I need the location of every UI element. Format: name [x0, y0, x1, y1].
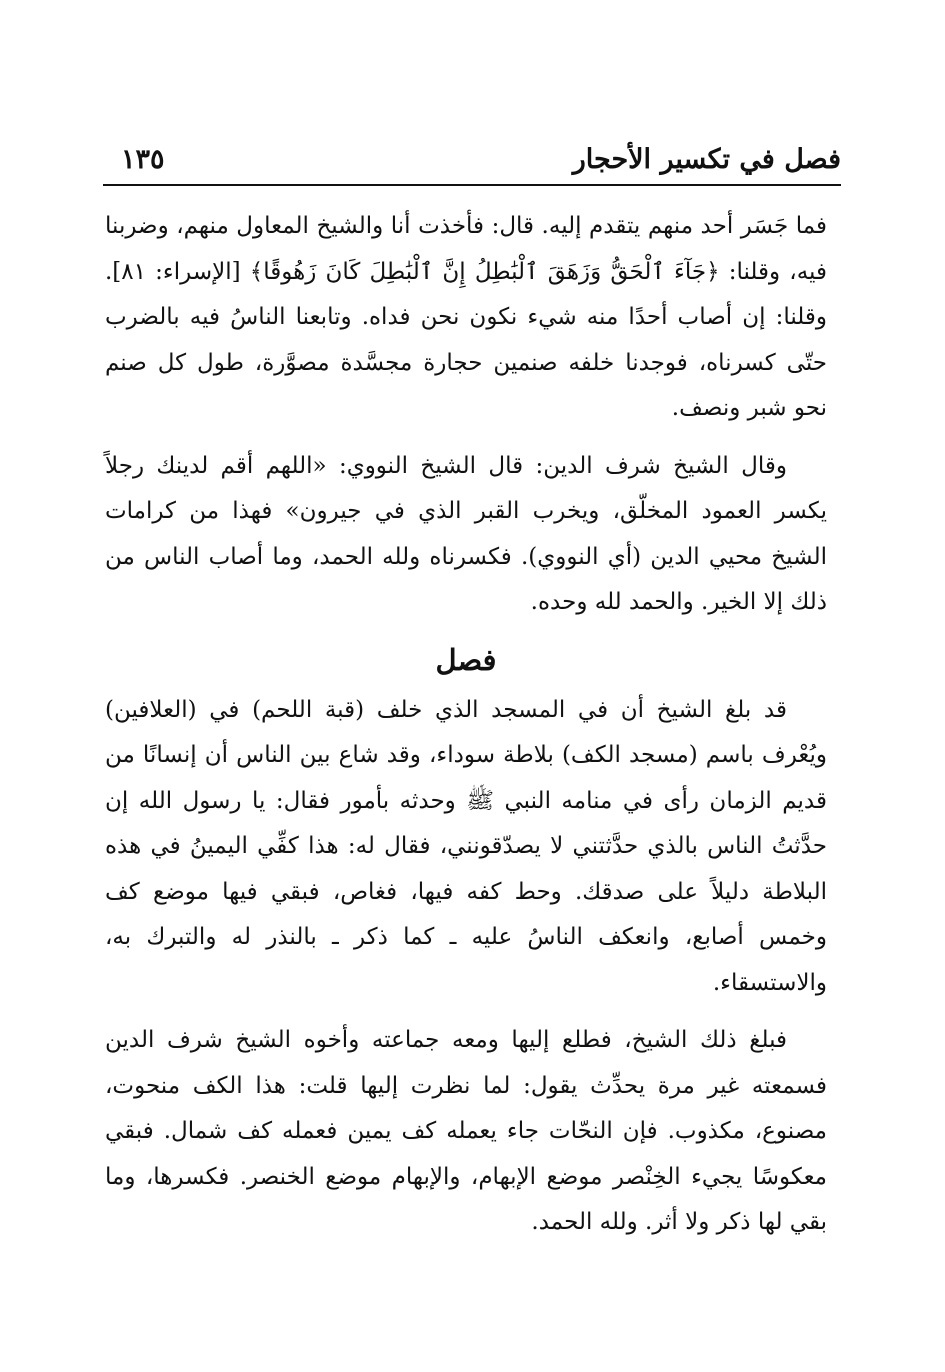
paragraph-gap — [105, 432, 827, 444]
paragraph-3: قد بلغ الشيخ أن في المسجد الذي خلف (قبة اللحم) في (العلافين) ويُعْرف باسم (مسجد الكف) بلاطة سوداء، وقد شاع بين الناس أن إنسانًا من قديم الزمان رأى في منامه النبي ﷺ وحدثه بأمور فقال: يا رسول الله إن حدَّثتُ الناس بالذي حدَّثتني لا يصدّقونني، فقال له: هذا كفِّي اليمينُ في هذه البلاطة دليلاً على صدقك. وحط كفه فيها، فغاص، فبقي فيها موضع كف وخمس أصابع، وانعكف الناسُ عليه ـ كما ذكر ـ بالنذر له والتبرك به، والاستسقاء. — [105, 696, 827, 996]
paragraph-4: فبلغ ذلك الشيخ، فطلع إليها ومعه جماعته وأخوه الشيخ شرف الدين فسمعته غير مرة يحدِّث يقول: لما نظرت إليها قلت: هذا الكف منحوت، مصنوع، مكذوب. فإن النحّات جاء يعمله كف يمين فعمله كف شمال. فبقي معكوسًا يجيء الخِنْصر موضع الإبهام، والإبهام موضع الخنصر. فكسرها، وما بقي لها ذكر ولا أثر. ولله الحمد. — [105, 1027, 827, 1235]
paragraph-1: فما جَسَر أحد منهم يتقدم إليه. قال: فأخذت أنا والشيخ المعاول منهم، وضربنا فيه، وقلنا: ﴿جَآءَ ٱلْحَقُّ وَزَهَقَ ٱلْبَٰطِلُ إِنَّ ٱلْبَٰطِلَ كَانَ زَهُوقًا﴾ [الإسراء: ٨١]. وقلنا: إن أصاب أحدًا منه شيء نكون نحن فداه. وتابعنا الناسُ فيه بالضرب حتّى كسرناه، فوجدنا خلفه صنمين حجارة مجسَّدة مصوَّرة، طول كل صنم نحو شبر ونصف. — [105, 213, 827, 421]
paragraph-2: وقال الشيخ شرف الدين: قال الشيخ النووي: «اللهم أقم لدينك رجلاً يكسر العمود المخلّق، ويخرب القبر الذي في جيرون» فهذا من كرامات الشيخ محيي الدين (أي النووي). فكسرناه ولله الحمد، وما أصاب الناس من ذلك إلا الخير. والحمد لله وحده. — [105, 452, 827, 615]
header-rule — [103, 184, 841, 186]
section-heading: فصل — [435, 642, 497, 677]
body-text — [105, 204, 827, 1246]
page-number: ١٣٥ — [121, 144, 165, 175]
paragraph-gap — [105, 1006, 827, 1018]
header-title: فصل في تكسير الأحجار — [572, 144, 841, 175]
running-header — [103, 140, 841, 184]
